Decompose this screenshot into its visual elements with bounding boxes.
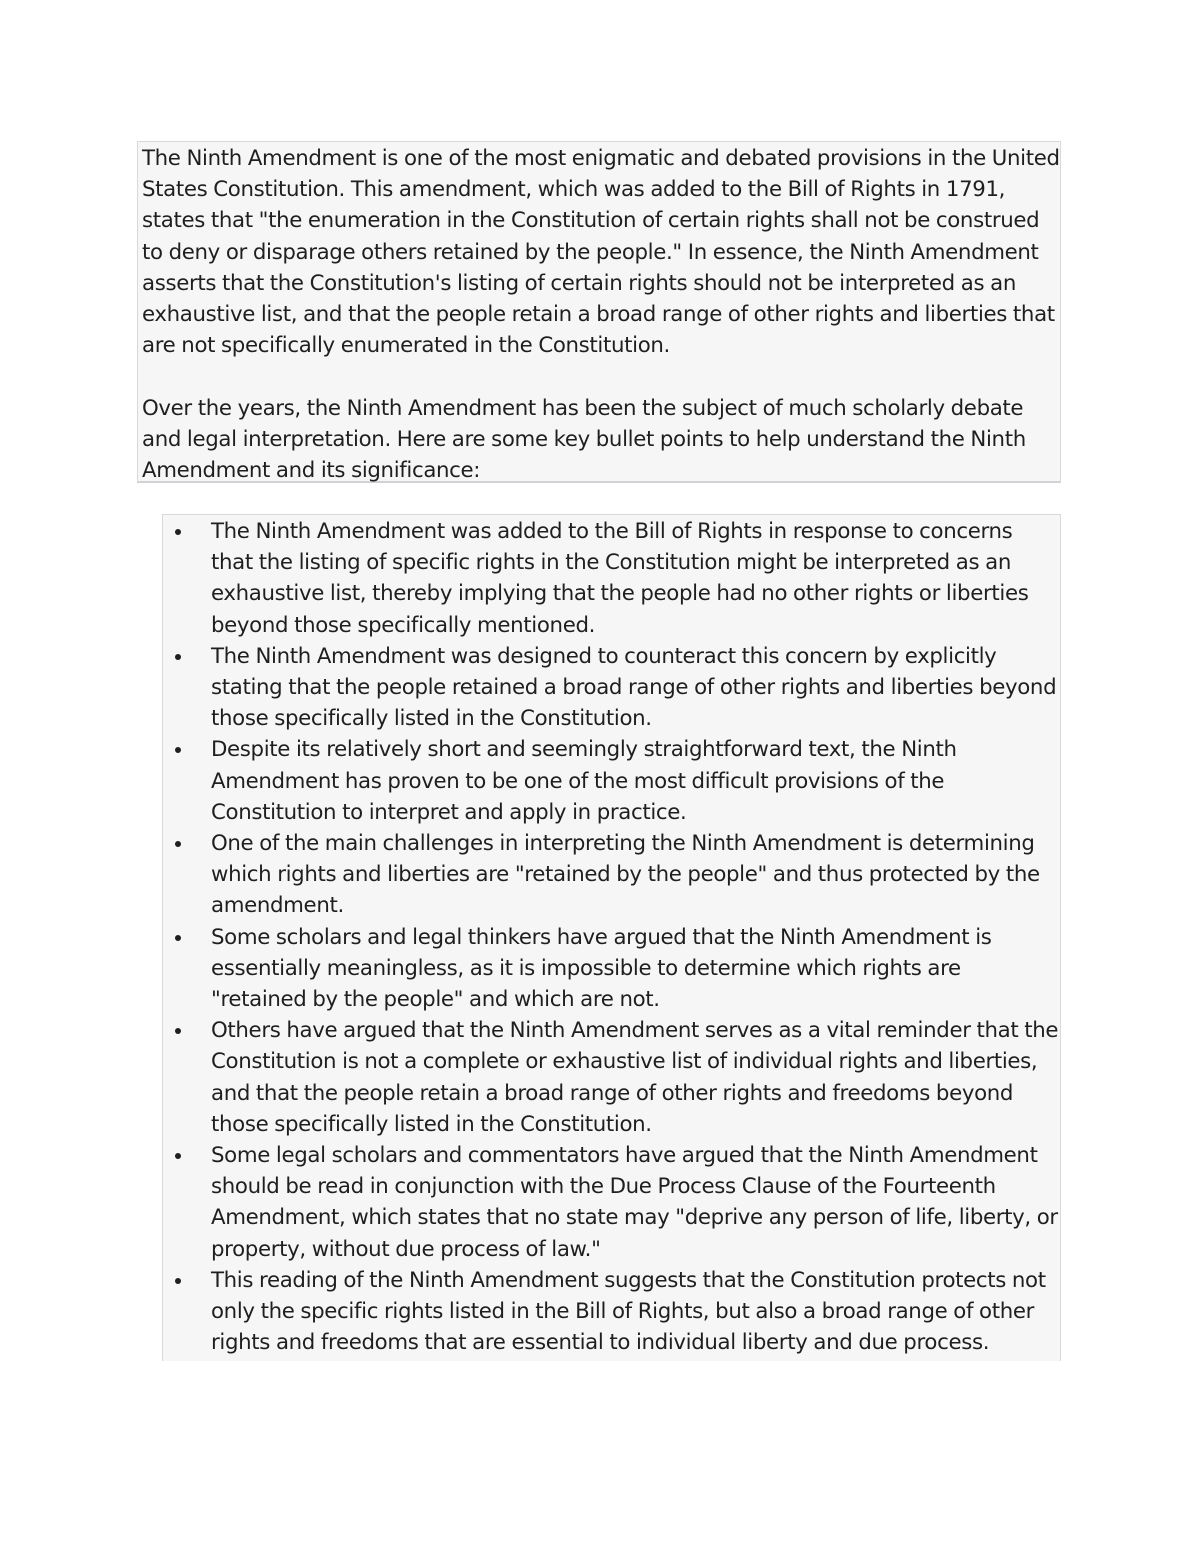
- bullet-text-4: One of the main challenges in interpreting the Ninth Amendment is determining which rights and liberties are "retained by the people" and thus protected by the amendment.: [211, 831, 1040, 919]
- bullet-list-block: [162, 514, 1061, 1361]
- bullet-text-3: Despite its relatively short and seemingly straightforward text, the Ninth Amendment has proven to be one of the most difficult provisions of the Constitution to interpret and apply in practice.: [211, 737, 957, 825]
- bullet-item-5: [163, 922, 1060, 1016]
- bullet-text-6: Others have argued that the Ninth Amendment serves as a vital reminder that the Constitution is not a complete or exhaustive list of individual rights and liberties, and that the people retain a broad range of other rights and freedoms beyond those specifically listed in the Constitution.: [211, 1018, 1059, 1137]
- bullet-text-2: The Ninth Amendment was designed to counteract this concern by explicitly stating that the people retained a broad range of other rights and liberties beyond those specifically listed in the Constitution.: [211, 643, 1057, 732]
- bullet-list: [163, 516, 1060, 1358]
- bullet-text-7: Some legal scholars and commentators have argued that the Ninth Amendment should be read in conjunction with the Due Process Clause of the Fourteenth Amendment, which states that no state may "deprive any person of life, liberty, or property, without due process of law.": [211, 1143, 1058, 1262]
- bullet-item-6: [163, 1015, 1060, 1140]
- bullet-dot-icon: [175, 935, 181, 941]
- bullet-dot-icon: [175, 1028, 181, 1034]
- bullet-item-1: [163, 516, 1060, 641]
- bullet-dot-icon: [175, 654, 181, 660]
- bullet-dot-icon: [175, 1153, 181, 1159]
- bullet-text-8: This reading of the Ninth Amendment suggests that the Constitution protects not only the specific rights listed in the Bill of Rights, but also a broad range of other rights and freedoms that are essential to individual liberty and due process.: [211, 1267, 1046, 1356]
- bullet-item-3: [163, 734, 1060, 828]
- bullet-dot-icon: [175, 1278, 181, 1284]
- bullet-text-1: The Ninth Amendment was added to the Bill of Rights in response to concerns that the listing of specific rights in the Constitution might be interpreted as an exhaustive list, thereby implying that the people had no other rights or liberties beyond those specifically mentioned.: [211, 519, 1029, 638]
- intro-paragraph-2: Over the years, the Ninth Amendment has been the subject of much scholarly debate and legal interpretation. Here are some key bullet points to help understand the Ninth Amendment and its significance:: [142, 395, 1026, 484]
- intro-paragraph-1: The Ninth Amendment is one of the most enigmatic and debated provisions in the United States Constitution. This amendment, which was added to the Bill of Rights in 1791, states that "the enumeration in the Constitution of certain rights shall not be construed to deny or disparage others retained by the people." In essence, the Ninth Amendment asserts that the Constitution's listing of certain rights should not be interpreted as an exhaustive list, and that the people retain a broad range of other rights and liberties that are not specifically enumerated in the Constitution.: [142, 146, 1060, 359]
- intro-text-block: [137, 141, 1061, 483]
- bullet-item-7: [163, 1140, 1060, 1265]
- bullet-item-4: [163, 828, 1060, 922]
- bullet-item-8: [163, 1265, 1060, 1359]
- bullet-dot-icon: [175, 747, 181, 753]
- bullet-dot-icon: [175, 529, 181, 535]
- bullet-dot-icon: [175, 841, 181, 847]
- bullet-text-5: Some scholars and legal thinkers have argued that the Ninth Amendment is essentially meaningless, as it is impossible to determine which rights are "retained by the people" and which are not.: [211, 924, 992, 1013]
- bullet-item-2: [163, 641, 1060, 735]
